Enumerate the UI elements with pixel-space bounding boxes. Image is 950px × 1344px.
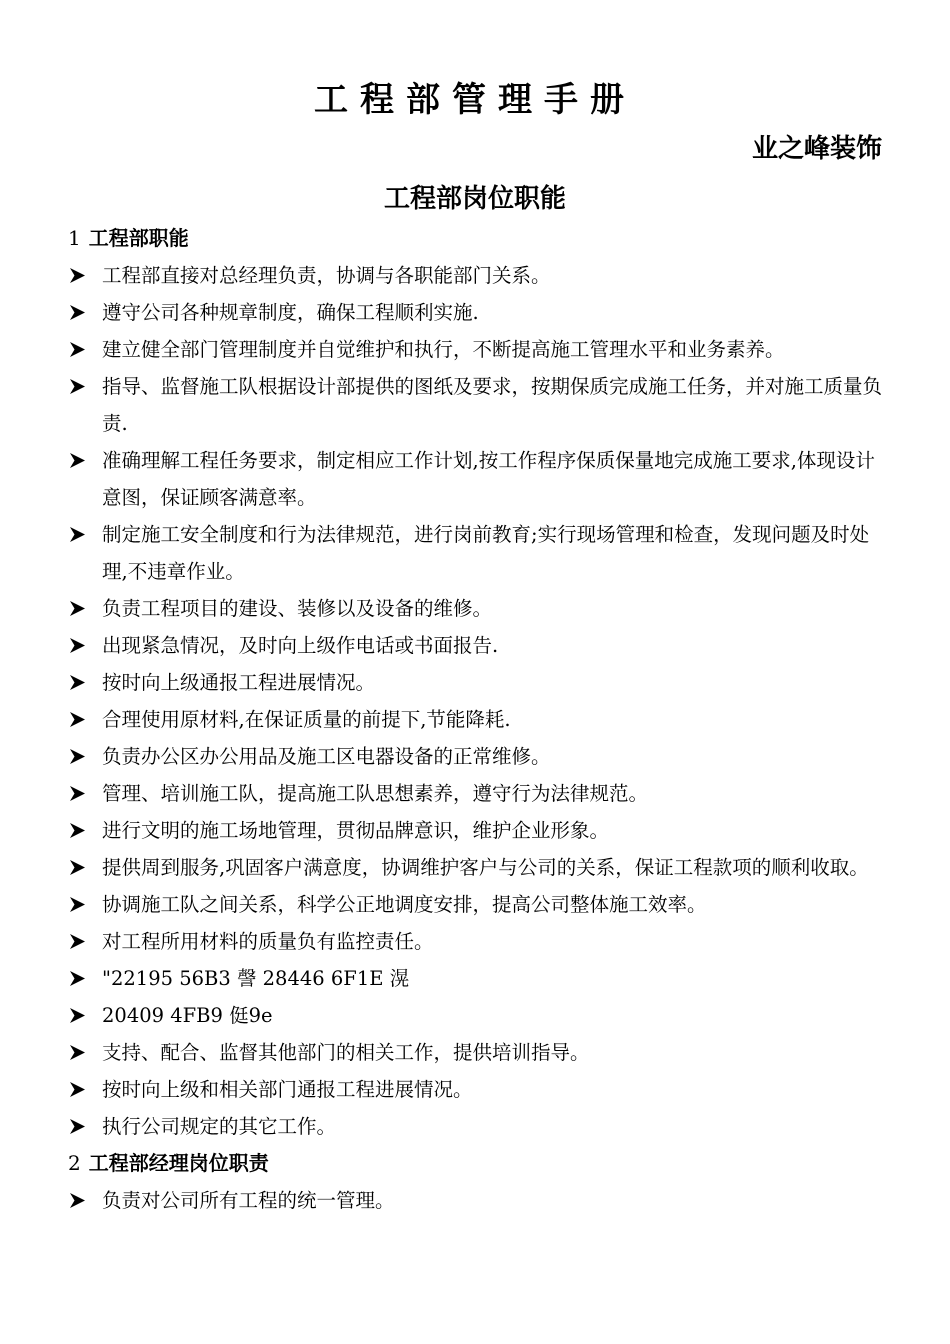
list-item [68,812,883,849]
arrowhead-bullet-icon [68,738,102,775]
section-number: 1 [68,226,81,250]
section-heading-text: 工程部职能 [88,226,189,250]
arrowhead-bullet-icon [68,812,102,849]
arrowhead-bullet-icon [68,294,102,331]
arrowhead-bullet-icon [68,442,102,479]
list-item-text: 按时向上级和相关部门通报工程进展情况。 [102,1078,473,1101]
list-item-text: "22195 56B3 謦 28446 6F1E 滉 [102,967,410,990]
arrowhead-bullet-icon [68,775,102,812]
list-item-text: 指导、监督施工队根据设计部提供的图纸及要求，按期保质完成施工任务，并对施工质量负责. [102,375,883,435]
arrowhead-bullet-icon [68,664,102,701]
list-item [68,516,883,590]
list-item-text: 支持、配合、监督其他部门的相关工作，提供培训指导。 [102,1041,590,1064]
list-item-text: 负责办公区办公用品及施工区电器设备的正常维修。 [102,745,551,768]
list-item [68,664,883,701]
list-item-text: 提供周到服务,巩固客户满意度，协调维护客户与公司的关系，保证工程款项的顺利收取。 [102,856,869,879]
list-item-text: 出现紧急情况，及时向上级作电话或书面报告. [102,634,499,657]
section-heading [68,220,883,257]
list-item-text: 按时向上级通报工程进展情况。 [102,671,376,694]
section-title: 工程部岗位职能 [383,184,566,214]
list-item-text: 建立健全部门管理制度并自觉维护和执行，不断提高施工管理水平和业务素养。 [102,338,785,361]
arrowhead-bullet-icon [68,886,102,923]
list-item-text: 管理、培训施工队，提高施工队思想素养，遵守行为法律规范。 [102,782,649,805]
list-item-text: 负责对公司所有工程的统一管理。 [102,1189,395,1212]
company-name: 业之峰装饰 [751,134,882,164]
section-heading [68,1145,883,1182]
list-item-text: 工程部直接对总经理负责，协调与各职能部门关系。 [102,264,551,287]
list-item-text: 准确理解工程任务要求，制定相应工作计划,按工作程序保质保量地完成施工要求,体现设计意图，保证顾客满意率。 [102,449,875,509]
list-item [68,849,883,886]
section-number: 2 [68,1151,81,1175]
arrowhead-bullet-icon [68,1108,102,1145]
document-title: 工程部管理手册 [314,80,636,120]
arrowhead-bullet-icon [68,923,102,960]
list-item [68,1182,883,1219]
arrowhead-bullet-icon [68,849,102,886]
list-item-text: 遵守公司各种规章制度，确保工程顺利实施. [102,301,479,324]
list-item [68,368,883,442]
list-item [68,1071,883,1108]
list-item-text: 对工程所用材料的质量负有监控责任。 [102,930,434,953]
list-item [68,738,883,775]
list-item-text: 进行文明的施工场地管理，贯彻品牌意识，维护企业形象。 [102,819,610,842]
arrowhead-bullet-icon [68,257,102,294]
list-item-text: 协调施工队之间关系，科学公正地调度安排，提高公司整体施工效率。 [102,893,707,916]
list-item [68,627,883,664]
list-item [68,331,883,368]
list-item-text: 负责工程项目的建设、装修以及设备的维修。 [102,597,493,620]
list-item [68,442,883,516]
list-item [68,701,883,738]
list-item [68,1034,883,1071]
section-heading-text: 工程部经理岗位职责 [88,1151,269,1175]
list-item [68,257,883,294]
list-item [68,997,883,1034]
arrowhead-bullet-icon [68,1071,102,1108]
list-item [68,923,883,960]
arrowhead-bullet-icon [68,701,102,738]
arrowhead-bullet-icon [68,960,102,997]
list-item-text: 执行公司规定的其它工作。 [102,1115,337,1138]
arrowhead-bullet-icon [68,1182,102,1219]
list-item [68,1108,883,1145]
list-item-text: 制定施工安全制度和行为法律规范，进行岗前教育;实行现场管理和检查，发现问题及时处理,不违章作业。 [102,523,870,583]
arrowhead-bullet-icon [68,590,102,627]
arrowhead-bullet-icon [68,516,102,553]
arrowhead-bullet-icon [68,331,102,368]
list-item [68,294,883,331]
list-item [68,960,883,997]
arrowhead-bullet-icon [68,997,102,1034]
document-body [68,220,883,1219]
list-item [68,775,883,812]
list-item [68,590,883,627]
list-item-text: 合理使用原材料,在保证质量的前提下,节能降耗. [102,708,511,731]
arrowhead-bullet-icon [68,368,102,405]
list-item-text: 20409 4FB9 侹9e [102,1004,273,1027]
arrowhead-bullet-icon [68,627,102,664]
list-item [68,886,883,923]
arrowhead-bullet-icon [68,1034,102,1071]
